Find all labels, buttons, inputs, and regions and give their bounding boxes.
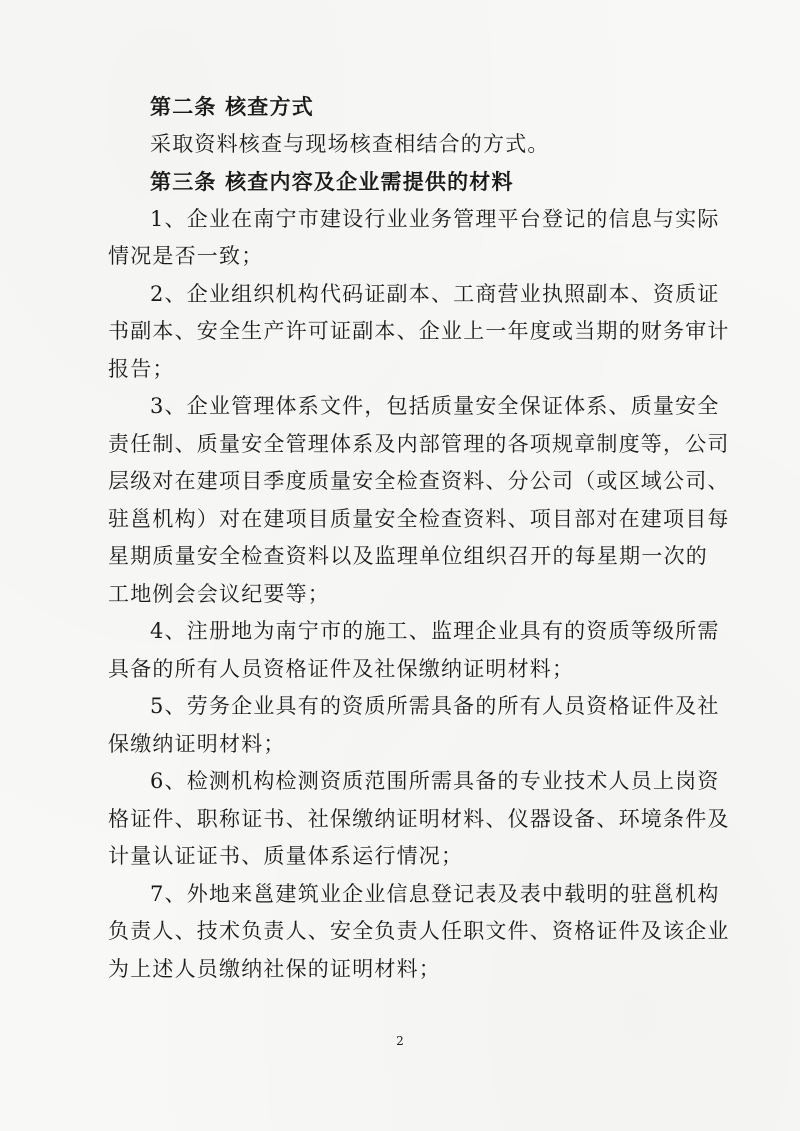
article-3-heading: 第三条 核查内容及企业需提供的材料 xyxy=(150,169,514,194)
item-3-line-1: 3、企业管理体系文件，包括质量安全保证体系、质量安全 xyxy=(150,394,720,418)
article-2-text: 采取资料核查与现场核查相结合的方式。 xyxy=(150,131,550,156)
item-4-line-1: 4、注册地为南宁市的施工、监理企业具有的资质等级所需 xyxy=(150,619,720,643)
item-3-line-3: 层级对在建项目季度质量安全检查资料、分公司（或区域公司、 xyxy=(108,469,730,493)
item-7-line-3: 为上述人员缴纳社保的证明材料； xyxy=(108,956,441,981)
item-3-line-2: 责任制、质量安全管理体系及内部管理的各项规章制度等，公司 xyxy=(108,431,730,456)
item-5-line-2: 保缴纳证明材料； xyxy=(108,731,286,756)
item-6-line-1: 6、检测机构检测资质范围所需具备的专业技术人员上岗资 xyxy=(150,769,720,793)
item-3-line-6: 工地例会会议纪要等； xyxy=(108,581,330,606)
item-5-line-1: 5、劳务企业具有的资质所需具备的所有人员资格证件及社 xyxy=(150,694,720,718)
item-1-line-1: 1、企业在南宁市建设行业业务管理平台登记的信息与实际 xyxy=(150,206,720,231)
item-3-line-4: 驻邕机构）对在建项目质量安全检查资料、项目部对在建项目每 xyxy=(108,506,730,531)
item-7-line-1: 7、外地来邕建筑业企业信息登记表及表中载明的驻邕机构 xyxy=(150,881,720,906)
item-3-line-5: 星期质量安全检查资料以及监理单位组织召开的每星期一次的 xyxy=(108,544,708,568)
document-body xyxy=(108,88,730,988)
item-6-line-2: 格证件、职称证书、社保缴纳证明材料、仪器设备、环境条件及 xyxy=(108,806,730,831)
item-2-line-2: 书副本、安全生产许可证副本、企业上一年度或当期的财务审计 xyxy=(108,319,730,343)
item-4-line-2: 具备的所有人员资格证件及社保缴纳证明材料； xyxy=(108,656,575,681)
article-2-heading: 第二条 核查方式 xyxy=(150,94,314,119)
item-1-line-2: 情况是否一致； xyxy=(108,244,264,268)
item-7-line-2: 负责人、技术负责人、安全负责人任职文件、资格证件及该企业 xyxy=(108,919,730,943)
page-number: 2 xyxy=(396,1034,404,1048)
item-6-line-3: 计量认证证书、质量体系运行情况； xyxy=(108,844,464,868)
item-2-line-3: 报告； xyxy=(108,356,175,381)
item-2-line-1: 2、企业组织机构代码证副本、工商营业执照副本、资质证 xyxy=(150,281,720,306)
